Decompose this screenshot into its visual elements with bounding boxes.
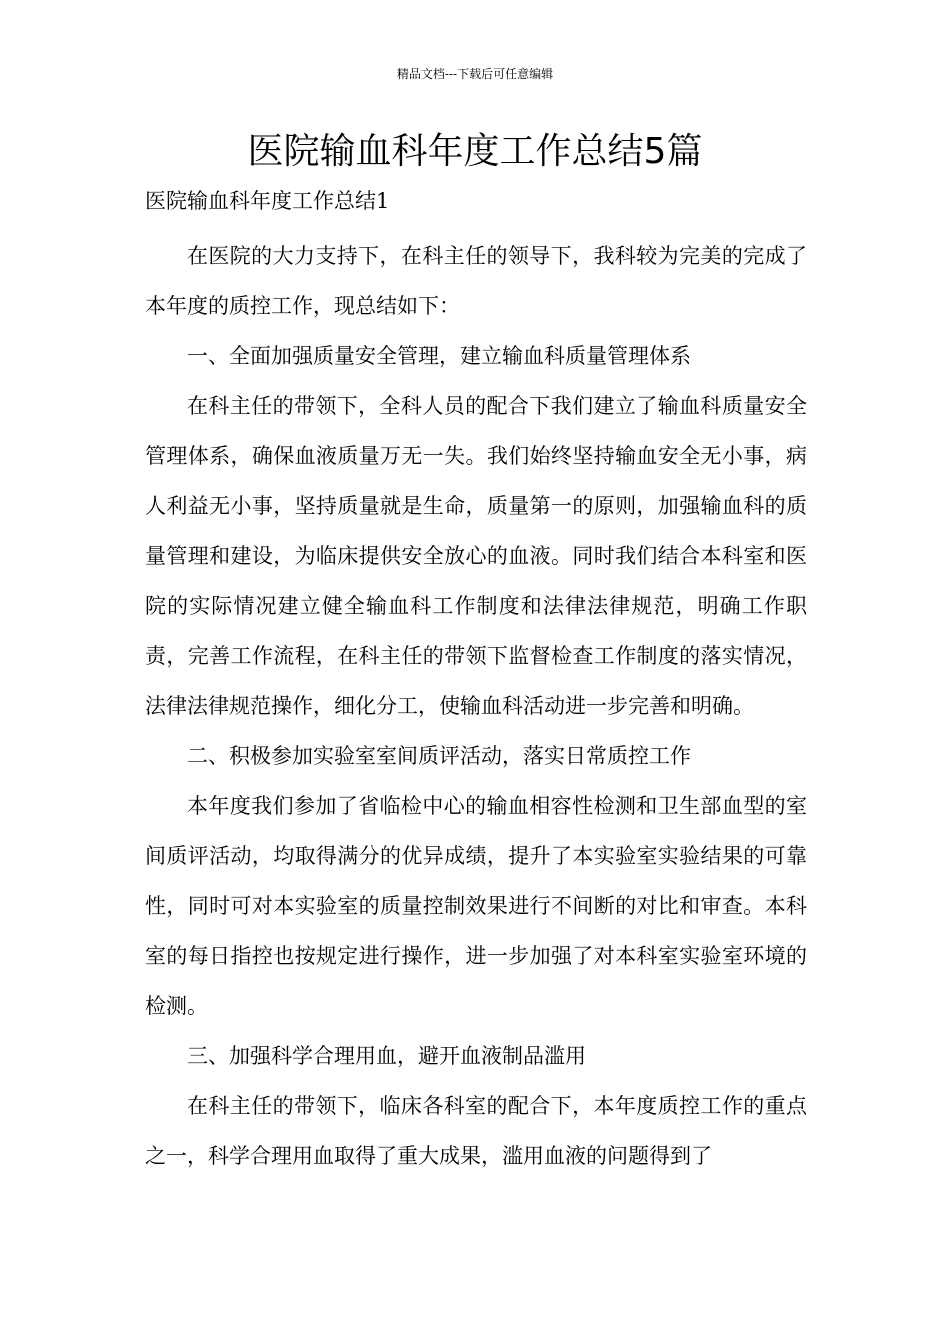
document-title: 医院输血科年度工作总结5篇 (247, 131, 703, 172)
section-heading-2: 二、积极参加实验室室间质评活动，落实日常质控工作 (187, 744, 691, 768)
header-note: 精品文档---下载后可任意编辑 (396, 67, 554, 81)
document-body (145, 181, 807, 1181)
paragraph-quality-management: 在科主任的带领下，全科人员的配合下我们建立了输血科质量安全管理体系，确保血液质量万无一失。我们始终坚持输血安全无小事，病人利益无小事，坚持质量就是生命，质量第一的原则，加强输血科的质量管理和建设，为临床提供安全放心的血液。同时我们结合本科室和医院的实际情况建立健全输血科工作制度和法律法律规范，明确工作职责，完善工作流程，在科主任的带领下监督检查工作制度的落实情况，法律法律规范操作，细化分工，使输血科活动进一步完善和明确。 (145, 394, 807, 718)
paragraph-quality-assessment: 本年度我们参加了省临检中心的输血相容性检测和卫生部血型的室间质评活动，均取得满分的优异成绩，提升了本实验室实验结果的可靠性，同时可对本实验室的质量控制效果进行不间断的对比和审查。本科室的每日指控也按规定进行操作，进一步加强了对本科室实验室环境的检测。 (145, 794, 807, 1018)
section-heading-3: 三、加强科学合理用血，避开血液制品滥用 (187, 1044, 586, 1068)
paragraph-rational-blood-use: 在科主任的带领下，临床各科室的配合下，本年度质控工作的重点之一，科学合理用血取得了重大成果，滥用血液的问题得到了 (145, 1094, 807, 1168)
section-heading-1: 一、全面加强质量安全管理，建立输血科质量管理体系 (187, 344, 691, 368)
section-subtitle: 医院输血科年度工作总结1 (145, 189, 390, 213)
paragraph-intro: 在医院的大力支持下，在科主任的领导下，我科较为完美的完成了本年度的质控工作，现总结如下： (145, 244, 807, 318)
